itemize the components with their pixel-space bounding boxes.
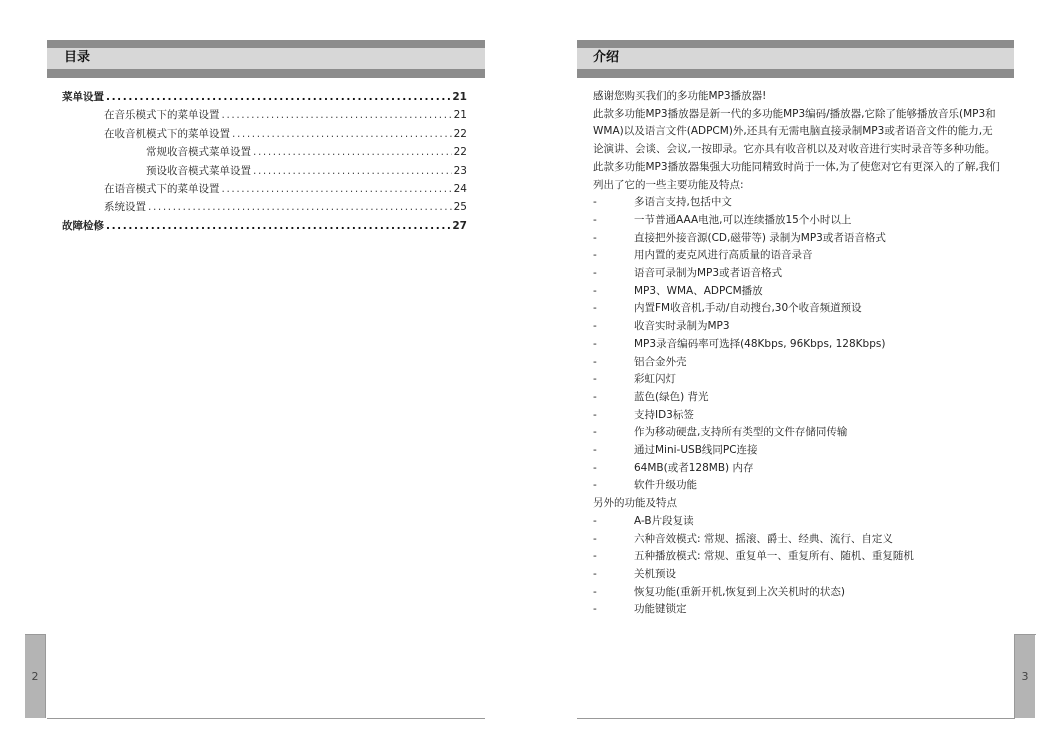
list-item xyxy=(593,548,1003,566)
toc-entry-label: 在音乐模式下的菜单设置 xyxy=(104,109,220,122)
intro-body xyxy=(593,88,1003,619)
right-header-band xyxy=(577,48,1014,69)
left-header-band xyxy=(47,48,485,69)
list-item xyxy=(593,318,1003,336)
list-item xyxy=(593,477,1003,495)
toc-dot-leader xyxy=(106,218,450,235)
toc-entry[interactable] xyxy=(104,107,467,124)
toc-entry[interactable] xyxy=(104,126,467,143)
list-item xyxy=(593,389,1003,407)
bullet-dash: - xyxy=(593,603,597,616)
left-page-number-text: 2 xyxy=(31,669,39,683)
toc-dot-leader xyxy=(222,107,452,124)
list-item xyxy=(593,300,1003,318)
list-item xyxy=(593,424,1003,442)
list-item xyxy=(593,513,1003,531)
bullet-dash: - xyxy=(593,320,597,333)
list-item-text: 多语言支持,包括中文 xyxy=(634,196,732,209)
toc-entry-label: 在收音机模式下的菜单设置 xyxy=(104,127,230,140)
list-item-text: 一节普通AAA电池,可以连续播放15个小时以上 xyxy=(634,213,852,226)
right-header-strip-bottom xyxy=(577,69,1014,78)
list-item xyxy=(593,601,1003,619)
list-item-text: 铝合金外壳 xyxy=(634,355,687,368)
toc-entry-label: 预设收音模式菜单设置 xyxy=(146,164,251,177)
toc-entry[interactable] xyxy=(104,199,467,216)
list-item xyxy=(593,247,1003,265)
bullet-dash: - xyxy=(593,302,597,315)
left-header-strip-bottom xyxy=(47,69,485,78)
list-item-text: 64MB(或者128MB) 内存 xyxy=(634,461,754,474)
right-page-number xyxy=(1015,634,1035,718)
list-item-text: 恢复功能(重新开机,恢复到上次关机时的状态) xyxy=(634,585,846,598)
toc-entry[interactable] xyxy=(146,163,467,180)
toc-dot-leader xyxy=(232,126,452,143)
left-page-title: 目录 xyxy=(64,50,91,65)
left-footer-vertical-rule xyxy=(45,634,46,718)
list-item xyxy=(593,371,1003,389)
toc-entry-page: 24 xyxy=(453,183,467,195)
bullet-dash: - xyxy=(593,585,597,598)
list-item xyxy=(593,283,1003,301)
intro-paragraph: 感谢您购买我们的多功能MP3播放器! xyxy=(593,90,767,102)
right-page-title: 介绍 xyxy=(593,50,620,65)
list-item xyxy=(593,336,1003,354)
left-footer-rule xyxy=(47,718,485,719)
list-item xyxy=(593,531,1003,549)
list-item xyxy=(593,407,1003,425)
toc-entry[interactable] xyxy=(146,144,467,161)
list-item xyxy=(593,354,1003,372)
list-item-text: A-B片段复读 xyxy=(634,514,694,527)
bullet-dash: - xyxy=(593,284,597,297)
list-item-text: 六种音效模式: 常规、摇滚、爵士、经典、流行、自定义 xyxy=(634,532,893,545)
list-item-text: 蓝色(绿色) 背光 xyxy=(634,390,709,403)
other-features-heading: 另外的功能及特点 xyxy=(593,497,677,510)
list-item xyxy=(593,442,1003,460)
list-item-text: 直接把外接音源(CD,磁带等) 录制为MP3或者语音格式 xyxy=(634,231,886,244)
bullet-dash: - xyxy=(593,249,597,262)
toc-entry-page: 21 xyxy=(453,109,467,122)
bullet-dash: - xyxy=(593,550,597,563)
toc-entry-label: 系统设置 xyxy=(104,201,146,214)
list-item-text: 通过Mini-USB线同PC连接 xyxy=(634,444,758,457)
list-item-text: 作为移动硬盘,支持所有类型的文件存储同传输 xyxy=(634,426,848,439)
bullet-dash: - xyxy=(593,196,597,209)
right-footer-top-rule xyxy=(1014,634,1036,635)
toc-entry-label: 菜单设置 xyxy=(62,91,104,103)
list-item-text: MP3、WMA、ADPCM播放 xyxy=(634,284,763,297)
bullet-dash: - xyxy=(593,390,597,403)
toc-entry[interactable] xyxy=(62,89,467,106)
list-item-text: 功能键锁定 xyxy=(634,603,687,616)
feature-list xyxy=(593,194,1003,495)
left-footer-top-rule xyxy=(25,634,45,635)
bullet-dash: - xyxy=(593,532,597,545)
bullet-dash: - xyxy=(593,567,597,580)
bullet-dash: - xyxy=(593,444,597,457)
bullet-dash: - xyxy=(593,408,597,421)
list-item xyxy=(593,212,1003,230)
list-item-text: 语音可录制为MP3或者语音格式 xyxy=(634,267,783,280)
list-item xyxy=(593,265,1003,283)
bullet-dash: - xyxy=(593,355,597,368)
toc-dot-leader xyxy=(222,181,452,198)
toc-dot-leader xyxy=(253,144,452,161)
bullet-dash: - xyxy=(593,337,597,350)
right-page-number-text: 3 xyxy=(1021,669,1029,683)
list-item-text: 内置FM收音机,手动/自动搜台,30个收音频道预设 xyxy=(634,302,862,315)
list-item xyxy=(593,584,1003,602)
toc-entry-page: 23 xyxy=(453,164,467,177)
list-item xyxy=(593,230,1003,248)
toc-entry-label: 故障检修 xyxy=(62,219,104,232)
bullet-dash: - xyxy=(593,461,597,474)
list-item-text: 软件升级功能 xyxy=(634,479,697,492)
list-item-text: 收音实时录制为MP3 xyxy=(634,320,730,333)
toc-entry-page: 22 xyxy=(453,127,467,140)
right-footer-rule xyxy=(577,718,1015,719)
list-item xyxy=(593,460,1003,478)
toc-entry[interactable] xyxy=(62,218,467,235)
toc-dot-leader xyxy=(106,89,450,106)
toc-entry[interactable] xyxy=(104,181,467,198)
toc-entry-page: 22 xyxy=(453,146,467,159)
bullet-dash: - xyxy=(593,479,597,492)
toc-entry-page: 27 xyxy=(452,219,467,232)
list-item-text: 彩虹闪灯 xyxy=(634,373,676,386)
list-item-text: 五种播放模式: 常规、重复单一、重复所有、随机、重复随机 xyxy=(634,550,914,563)
toc-entry-page: 25 xyxy=(453,201,467,214)
list-item-text: 用内置的麦克风进行高质量的语音录音 xyxy=(634,249,813,262)
intro-paragraph: 此款多功能MP3播放器是新一代的多功能MP3编码/播放器,它除了能够播放音乐(MP3和WMA)以及语言文件(ADPCM)外,还具有无需电脑直接录制MP3或者语音文件的能力,无论演讲、会谈、会议,一按即录。它亦具有收音机以及对收音进行实时录音等多种功能。 xyxy=(593,107,996,156)
toc-entry-label: 在语音模式下的菜单设置 xyxy=(104,183,220,195)
intro-paragraph: 此款多功能MP3播放器集强大功能同精致时尚于一体,为了使您对它有更深入的了解,我们列出了它的一些主要功能及特点: xyxy=(593,160,1000,191)
other-feature-list xyxy=(593,513,1003,619)
right-footer-vertical-rule xyxy=(1014,634,1015,718)
bullet-dash: - xyxy=(593,514,597,527)
bullet-dash: - xyxy=(593,267,597,280)
toc-entry-page: 21 xyxy=(452,91,467,103)
toc-dot-leader xyxy=(148,199,452,216)
bullet-dash: - xyxy=(593,213,597,226)
bullet-dash: - xyxy=(593,231,597,244)
list-item-text: MP3录音编码率可选择(48Kbps, 96Kbps, 128Kbps) xyxy=(634,337,886,350)
left-page-number xyxy=(25,634,45,718)
list-item-text: 支持ID3标签 xyxy=(634,408,694,421)
bullet-dash: - xyxy=(593,426,597,439)
toc-entry-label: 常规收音模式菜单设置 xyxy=(146,146,251,159)
bullet-dash: - xyxy=(593,373,597,386)
list-item xyxy=(593,566,1003,584)
list-item-text: 关机预设 xyxy=(634,567,676,580)
list-item xyxy=(593,194,1003,212)
toc-dot-leader xyxy=(253,163,452,180)
